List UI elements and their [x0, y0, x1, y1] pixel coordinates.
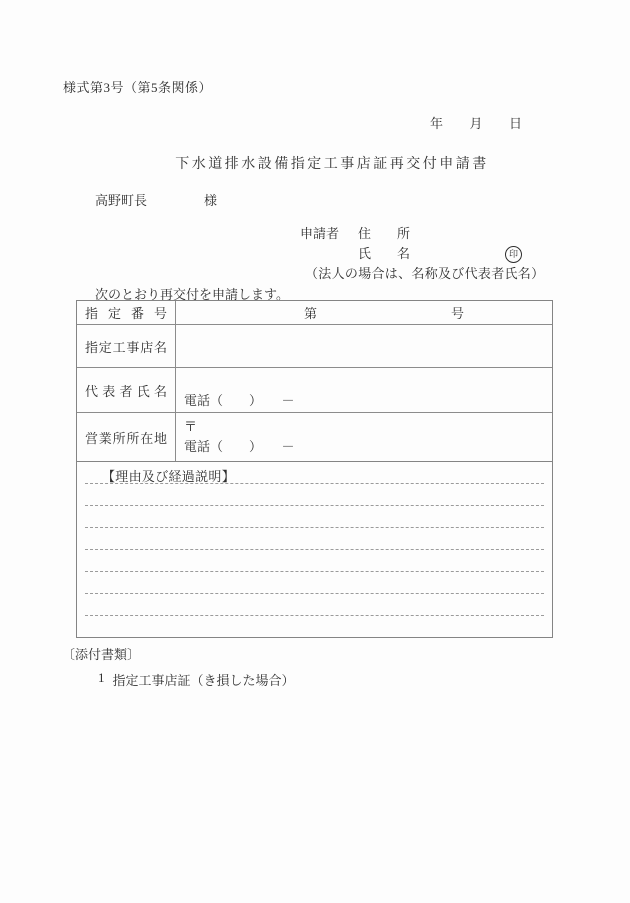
designation-number-label: 指 定 番 号 [77, 301, 176, 324]
office-address-label: 営 業 所 所 在 地 [77, 413, 176, 461]
declaration-text: 次のとおり再交付を申請します。 [95, 287, 289, 302]
date-year-label: 年 [430, 116, 444, 131]
reason-section [76, 461, 553, 638]
date-line [430, 113, 522, 132]
addressee-name: 高野町長 [95, 193, 148, 208]
applicant-block [300, 224, 545, 284]
date-day-label: 日 [508, 116, 522, 131]
postal-mark: 〒 [184, 419, 198, 434]
date-month-label: 月 [469, 116, 483, 131]
shop-name-label: 指 定 工 事 店 名 [77, 325, 176, 367]
attachments-header: 〔添付書類〕 [62, 647, 141, 662]
seal-icon: 印 [505, 246, 522, 263]
designation-number-cell [176, 301, 552, 324]
attachments-section [62, 644, 295, 689]
form-body [76, 300, 553, 638]
corporate-note: （法人の場合は、名称及び代表者氏名） [305, 266, 545, 281]
table-row-office-address [77, 412, 552, 461]
attachment-text: 指定工事店証（き損した場合） [112, 673, 295, 688]
reason-ruled-lines [77, 462, 552, 616]
office-address-cell [176, 413, 552, 461]
shop-name-cell [176, 325, 552, 367]
applicant-address-label: 住 所 [358, 226, 410, 241]
addressee-honorific: 様 [204, 193, 218, 208]
representative-cell [176, 368, 552, 412]
attachment-item [98, 670, 295, 689]
addressee-line [95, 190, 217, 209]
table-row-shop-name [77, 324, 552, 367]
office-phone-label: 電話（ ） － [184, 439, 295, 454]
applicant-name-line [358, 244, 532, 264]
applicant-name-label: 氏 名 [358, 246, 410, 261]
form-number: 様式第3号（第5条関係） [63, 80, 213, 95]
representative-label: 代 表 者 氏 名 [77, 368, 176, 412]
number-suffix: 号 [451, 306, 465, 321]
reason-label: 【理由及び経過説明】 [102, 469, 236, 484]
table-row-representative [77, 367, 552, 412]
table-row-designation-number [77, 301, 552, 324]
applicant-label: 申請者 [300, 226, 340, 241]
representative-phone-label: 電話（ ） － [184, 393, 295, 408]
applicant-address-line [300, 224, 532, 244]
number-prefix: 第 [303, 306, 317, 321]
application-table [76, 300, 553, 462]
page-title: 下水道排水設備指定工事店証再交付申請書 [175, 157, 489, 172]
attachment-number: 1 [98, 670, 105, 685]
